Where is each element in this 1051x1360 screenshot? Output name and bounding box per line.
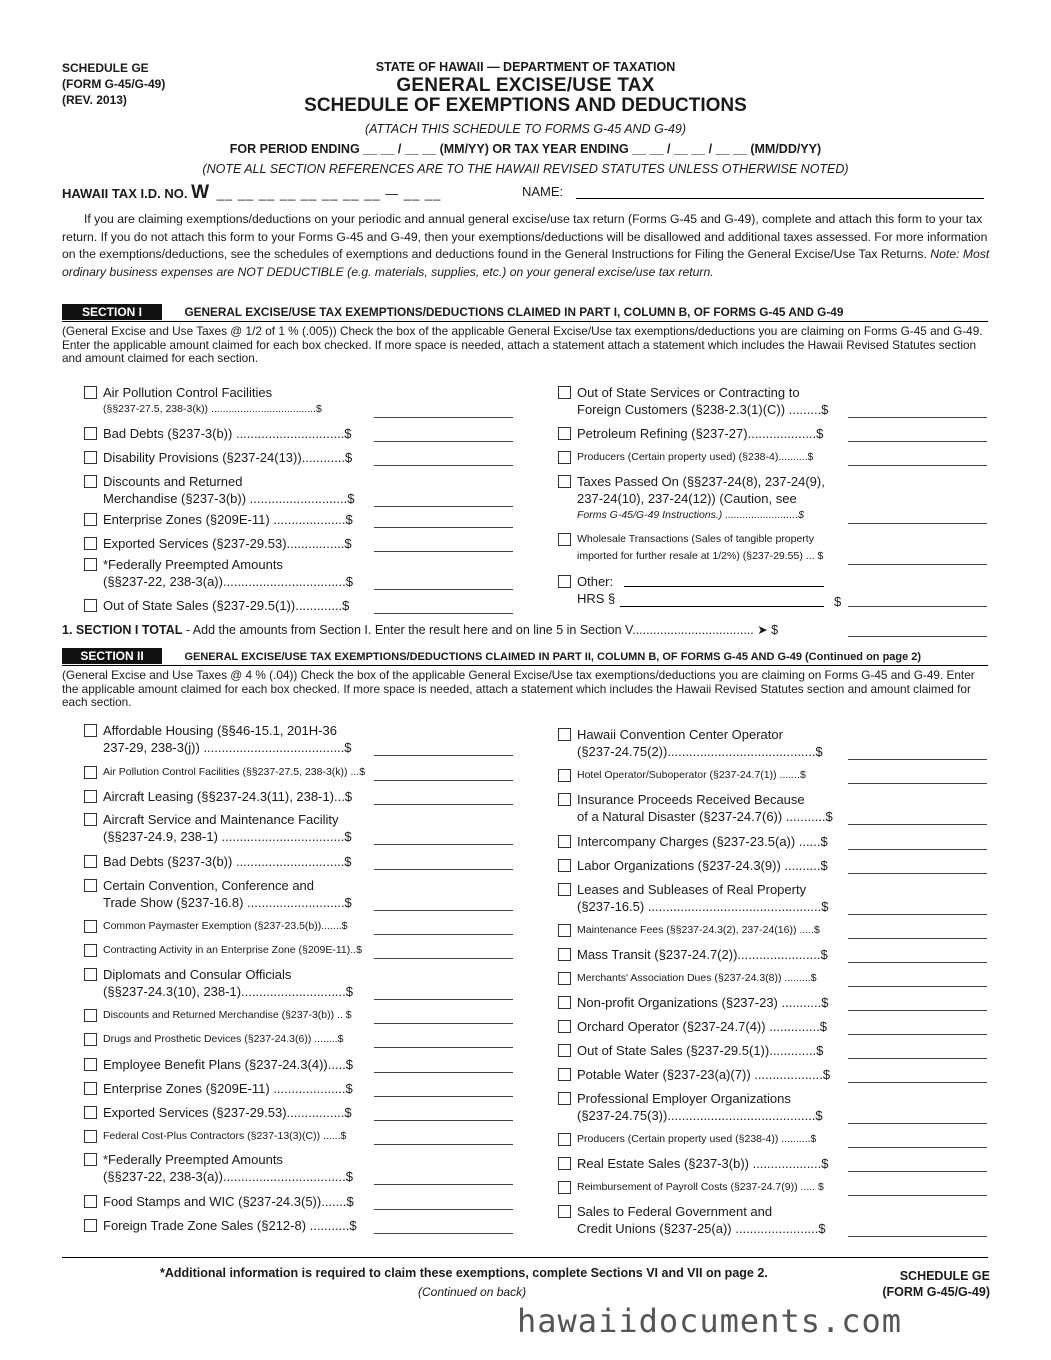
exemption-label: Disability Provisions (§237-24(13))............$ xyxy=(103,450,353,465)
amount-field[interactable] xyxy=(848,550,987,565)
tax-id-label: HAWAII TAX I.D. NO. xyxy=(62,186,188,201)
exemption-item xyxy=(103,1193,354,1210)
amount-field[interactable] xyxy=(848,1020,987,1035)
intro-paragraph xyxy=(62,211,990,281)
exemption-label: Out of State Sales (§237-29.5(1)).............$ xyxy=(577,1043,824,1058)
exemption-label: Insurance Proceeds Received Because xyxy=(577,792,805,807)
exemption-checkbox[interactable] xyxy=(558,859,571,872)
section-1-total xyxy=(62,622,778,637)
exemption-checkbox[interactable] xyxy=(558,1020,571,1033)
watermark: hawaiidocuments.com xyxy=(517,1302,903,1340)
exemption-checkbox[interactable] xyxy=(558,1181,571,1194)
exemption-label: (§§237-24.9, 238-1) ..................................$ xyxy=(103,829,352,844)
name-label: NAME: xyxy=(522,184,564,199)
section-note: (NOTE ALL SECTION REFERENCES ARE TO THE HAWAII REVISED STATUTES UNLESS OTHERWISE NOTED) xyxy=(202,162,849,176)
exemption-checkbox[interactable] xyxy=(84,1195,97,1208)
continued-note: (Continued on back) xyxy=(418,1285,527,1299)
exemption-checkbox[interactable] xyxy=(84,1009,97,1022)
exemption-checkbox[interactable] xyxy=(84,1033,97,1046)
amount-field[interactable] xyxy=(848,592,987,607)
exemption-label: Trade Show (§237-16.8) ...........................$ xyxy=(103,895,352,910)
exemption-label: Producers (Certain property used (§238-4)) ..........$ xyxy=(577,1133,817,1145)
exemption-item xyxy=(577,791,833,825)
amount-field[interactable] xyxy=(848,745,987,760)
exemption-item xyxy=(577,970,817,987)
exemption-checkbox[interactable] xyxy=(558,835,571,848)
exemption-checkbox[interactable] xyxy=(558,427,571,440)
amount-field[interactable] xyxy=(374,985,513,1000)
exemption-item xyxy=(577,994,828,1011)
amount-field[interactable] xyxy=(848,427,987,442)
amount-field[interactable] xyxy=(374,599,513,614)
exemption-checkbox[interactable] xyxy=(558,996,571,1009)
exemption-label: Taxes Passed On (§§237-24(8), 237-24(9), xyxy=(577,474,825,489)
exemption-label: Contracting Activity in an Enterprise Zone (§209E-11)..$ xyxy=(103,944,362,956)
exemption-item xyxy=(577,1203,826,1237)
exemption-checkbox[interactable] xyxy=(84,513,97,526)
footer-form-id-line: SCHEDULE GE xyxy=(899,1269,990,1283)
section-1-total-amount[interactable] xyxy=(848,622,987,637)
exemption-checkbox[interactable] xyxy=(84,855,97,868)
agency-name: STATE OF HAWAII — DEPARTMENT OF TAXATION xyxy=(375,60,676,74)
exemption-item xyxy=(103,384,322,418)
amount-field[interactable] xyxy=(848,859,987,874)
exemption-checkbox[interactable] xyxy=(558,883,571,896)
exemption-item xyxy=(103,853,352,870)
exemption-checkbox[interactable] xyxy=(84,1219,97,1232)
exemption-label: (§§237-27.5, 238-3(k)) ....................................$ xyxy=(103,403,322,415)
exemption-label: Maintenance Fees (§§237-24.3(2), 237-24(16)) .....$ xyxy=(577,924,820,936)
exemption-label: imported for further resale at 1/2%) (§237-29.55) ... $ xyxy=(577,550,824,562)
amount-field[interactable] xyxy=(848,810,987,825)
amount-field[interactable] xyxy=(374,1106,513,1121)
dollar-sign: $ xyxy=(834,594,842,609)
exemption-checkbox[interactable] xyxy=(558,1205,571,1218)
exemption-item xyxy=(103,918,348,935)
exemption-label: Air Pollution Control Facilities xyxy=(103,385,273,400)
amount-field[interactable] xyxy=(374,513,513,528)
footer-form-id-line: (FORM G-45/G-49) xyxy=(882,1285,990,1299)
exemption-label: Petroleum Refining (§237-27)...................$ xyxy=(577,426,824,441)
exemption-item xyxy=(577,425,823,442)
amount-field[interactable] xyxy=(374,1130,513,1145)
exemption-label: Common Paymaster Exemption (§237-23.5(b)).......$ xyxy=(103,920,348,932)
exemption-label: Out of State Sales (§237-29.5(1)).............$ xyxy=(103,598,350,613)
exemption-item xyxy=(103,722,352,756)
footer-form-id xyxy=(870,1268,990,1300)
amount-field[interactable] xyxy=(374,492,513,507)
exemption-item xyxy=(103,425,352,442)
exemption-label: Non-profit Organizations (§237-23) ...........$ xyxy=(577,995,829,1010)
exemption-item xyxy=(103,511,353,528)
exemption-label: Enterprise Zones (§209E-11) ....................$ xyxy=(103,1081,353,1096)
amount-field[interactable] xyxy=(374,427,513,442)
exemption-checkbox[interactable] xyxy=(558,1044,571,1057)
exemption-item xyxy=(103,1056,353,1073)
exemption-checkbox[interactable] xyxy=(84,599,97,612)
amount-field[interactable] xyxy=(374,575,513,590)
exemption-item xyxy=(577,726,823,760)
exemption-label: Out of State Services or Contracting to xyxy=(577,385,800,400)
amount-field[interactable] xyxy=(374,1033,513,1048)
exemption-item xyxy=(577,767,806,784)
exemption-label: Discounts and Returned Merchandise (§237-3(b)) .. $ xyxy=(103,1009,352,1021)
exemption-item xyxy=(103,1104,352,1121)
exemption-checkbox[interactable] xyxy=(558,533,571,546)
exemption-label: Mass Transit (§237-24.7(2)).......................$ xyxy=(577,947,828,962)
exemption-checkbox[interactable] xyxy=(84,1082,97,1095)
exemption-label: 237-29, 238-3(j)) .......................................$ xyxy=(103,740,352,755)
amount-field[interactable] xyxy=(374,944,513,959)
section-1-header xyxy=(62,303,988,322)
amount-field[interactable] xyxy=(374,537,513,552)
exemption-item xyxy=(577,946,828,963)
amount-field[interactable] xyxy=(848,835,987,850)
exemption-checkbox[interactable] xyxy=(558,793,571,806)
exemption-label: Exported Services (§237-29.53)................$ xyxy=(103,536,352,551)
additional-info-note: *Additional information is required to claim these exemptions, complete Sections VI and VII on page 2. xyxy=(160,1266,768,1280)
amount-field[interactable] xyxy=(374,896,513,911)
exemption-item xyxy=(103,1007,352,1024)
tax-id-blanks: __ __ __ __ __ __ __ __ — __ __ xyxy=(216,186,442,201)
exemption-label: (§237-24.75(3)).........................................$ xyxy=(577,1108,823,1123)
exemption-checkbox[interactable] xyxy=(558,769,571,782)
exemption-label: Discounts and Returned xyxy=(103,474,243,489)
amount-field[interactable] xyxy=(374,1170,513,1185)
amount-field[interactable] xyxy=(848,1109,987,1124)
tax-id-field[interactable] xyxy=(62,182,441,204)
exemption-item xyxy=(103,556,353,590)
exemption-label: Leases and Subleases of Real Property xyxy=(577,882,807,897)
period-ending: FOR PERIOD ENDING __ __ / __ __ (MM/YY) OR TAX YEAR ENDING __ __ / __ __ / __ __ (MM/DD/YY) xyxy=(229,142,822,156)
exemption-item xyxy=(577,881,828,915)
amount-field[interactable] xyxy=(374,1082,513,1097)
exemption-item xyxy=(103,473,354,507)
amount-field[interactable] xyxy=(374,1219,513,1234)
exemption-label: Intercompany Charges (§237-23.5(a)) ......$ xyxy=(577,834,828,849)
exemption-checkbox[interactable] xyxy=(84,920,97,933)
exemption-item xyxy=(577,1090,823,1124)
exemption-item xyxy=(103,942,362,959)
form-id-line: (FORM G-45/G-49) xyxy=(62,77,166,91)
exemption-checkbox[interactable] xyxy=(84,1106,97,1119)
exemption-item xyxy=(103,1031,343,1048)
exemption-checkbox[interactable] xyxy=(558,948,571,961)
form-id-line: (REV. 2013) xyxy=(62,93,127,107)
exemption-item xyxy=(103,535,352,552)
exemption-checkbox[interactable] xyxy=(84,790,97,803)
exemption-item xyxy=(577,1179,824,1196)
amount-field[interactable] xyxy=(374,1009,513,1024)
exemption-label: of a Natural Disaster (§237-24.7(6)) ...........$ xyxy=(577,809,833,824)
amount-field[interactable] xyxy=(848,769,987,784)
exemption-checkbox[interactable] xyxy=(84,766,97,779)
amount-field[interactable] xyxy=(848,451,987,466)
exemption-label: Forms G-45/G-49 Instructions.) .........................$ xyxy=(577,509,804,521)
total-instructions: - Add the amounts from Section I. Enter the result here and on line 5 in Section V................................... xyxy=(182,623,754,637)
exemption-label: Sales to Federal Government and xyxy=(577,1204,773,1219)
exemption-checkbox[interactable] xyxy=(84,879,97,892)
amount-field[interactable] xyxy=(848,403,987,418)
section-1-label: SECTION I xyxy=(62,304,162,320)
exemption-item xyxy=(577,833,828,850)
exemption-item xyxy=(103,877,352,911)
exemption-label: Reimbursement of Payroll Costs (§237-24.7(9)) ..... $ xyxy=(577,1181,824,1193)
exemption-item xyxy=(577,922,820,939)
exemption-item xyxy=(103,1217,357,1234)
amount-field[interactable] xyxy=(848,1133,987,1148)
exemption-checkbox[interactable] xyxy=(84,451,97,464)
exemption-label: Air Pollution Control Facilities (§§237-27.5, 238-3(k)) ...$ xyxy=(103,766,366,778)
exemption-label: *Federally Preempted Amounts xyxy=(103,557,283,572)
exemption-label: Enterprise Zones (§209E-11) ....................$ xyxy=(103,512,353,527)
exemption-item xyxy=(577,473,825,524)
exemption-item xyxy=(103,788,352,805)
amount-field[interactable] xyxy=(374,451,513,466)
exemption-item xyxy=(103,1151,353,1185)
exemption-checkbox[interactable] xyxy=(558,924,571,937)
exemption-checkbox[interactable] xyxy=(558,575,571,588)
exemption-checkbox[interactable] xyxy=(84,558,97,571)
section-1-title: GENERAL EXCISE/USE TAX EXEMPTIONS/DEDUCTIONS CLAIMED IN PART I, COLUMN B, OF FORMS G-45 AND G-49 xyxy=(184,305,844,319)
exemption-checkbox[interactable] xyxy=(558,386,571,399)
exemption-label: (§§237-22, 238-3(a))..................................$ xyxy=(103,574,353,589)
amount-field[interactable] xyxy=(848,972,987,987)
exemption-label: Bad Debts (§237-3(b)) ..............................$ xyxy=(103,426,352,441)
exemption-checkbox[interactable] xyxy=(558,728,571,741)
section-2-description: (General Excise and Use Taxes @ 4 % (.04)) Check the box of the applicable General Excise/Use tax exemptions/deductions you are claiming on Forms G-45 and G-49. Enter the applicable amount claimed for each box checked. If more space is needed, attach a statement which includes the Hawaii Revised Statutes section and amount claimed for each section. xyxy=(62,668,975,709)
exemption-checkbox[interactable] xyxy=(84,813,97,826)
exemption-label: Hotel Operator/Suboperator (§237-24.7(1)) .......$ xyxy=(577,769,806,781)
amount-field[interactable] xyxy=(374,766,513,781)
exemption-label: Foreign Trade Zone Sales (§212-8) ...........$ xyxy=(103,1218,357,1233)
exemption-label: Credit Unions (§237-25(a)) .......................$ xyxy=(577,1221,826,1236)
exemption-label: *Federally Preempted Amounts xyxy=(103,1152,283,1167)
section-2-label: SECTION II xyxy=(62,648,162,664)
exemption-item xyxy=(103,1080,353,1097)
exemption-label: Employee Benefit Plans (§237-24.3(4)).....$ xyxy=(103,1057,354,1072)
exemption-label: Producers (Certain property used) (§238-4)..........$ xyxy=(577,451,814,463)
amount-field[interactable] xyxy=(848,509,987,524)
section-1-description: (General Excise and Use Taxes @ 1/2 of 1 % (.005)) Check the box of the applicable General Excise/Use tax exemptions/deductions you are claiming on Forms G-45 and G-49. Enter the applicable amount claimed for each box checked. If more space is needed, attach a statement attach a statement which includes the Hawaii Revised Statutes section and amount claimed for each section. xyxy=(62,324,983,365)
exemption-item xyxy=(577,449,813,466)
exemption-label: Potable Water (§237-23(a)(7)) ...................$ xyxy=(577,1067,831,1082)
exemption-label: Merchants' Association Dues (§237-24.3(8)) .........$ xyxy=(577,972,817,984)
exemption-label: Aircraft Service and Maintenance Facility xyxy=(103,812,339,827)
exemption-checkbox[interactable] xyxy=(84,724,97,737)
exemption-item xyxy=(577,384,828,418)
name-field[interactable] xyxy=(576,198,984,199)
amount-field[interactable] xyxy=(848,1157,987,1172)
exemption-label: Foreign Customers (§238-2.3(1)(C)) .........$ xyxy=(577,402,829,417)
amount-field[interactable] xyxy=(374,741,513,756)
exemption-item xyxy=(103,966,353,1000)
exemption-label: Real Estate Sales (§237-3(b)) ...................$ xyxy=(577,1156,829,1171)
exemption-checkbox[interactable] xyxy=(558,451,571,464)
exemption-label: Exported Services (§237-29.53)................$ xyxy=(103,1105,352,1120)
exemption-label: (§§237-22, 238-3(a))..................................$ xyxy=(103,1169,353,1184)
exemption-label: Food Stamps and WIC (§237-24.3(5)).......$ xyxy=(103,1194,354,1209)
amount-field[interactable] xyxy=(374,1058,513,1073)
exemption-label: 237-24(10), 237-24(12)) (Caution, see xyxy=(577,491,797,506)
exemption-item xyxy=(577,573,615,607)
exemption-label: (§237-24.75(2)).........................................$ xyxy=(577,744,823,759)
exemption-item xyxy=(577,1018,827,1035)
amount-field[interactable] xyxy=(848,900,987,915)
exemption-item xyxy=(577,1066,830,1083)
other-description-field[interactable] xyxy=(624,586,824,587)
exemption-item xyxy=(577,1042,823,1059)
exemption-label: Certain Convention, Conference and xyxy=(103,878,315,893)
exemption-label: Federal Cost-Plus Contractors (§237-13(3)(C)) ......$ xyxy=(103,1130,347,1142)
exemption-label: Aircraft Leasing (§§237-24.3(11), 238-1)...$ xyxy=(103,789,353,804)
intro-note: Note: Most ordinary business expenses are NOT DEDUCTIBLE (e.g. materials, supplies, etc.) on your general excise/use tax return. xyxy=(62,247,990,279)
amount-field[interactable] xyxy=(848,996,987,1011)
amount-field[interactable] xyxy=(374,830,513,845)
total-label: 1. SECTION I TOTAL xyxy=(62,623,183,637)
exemption-label: Wholesale Transactions (Sales of tangible property xyxy=(577,533,814,545)
exemption-checkbox[interactable] xyxy=(84,944,97,957)
amount-field[interactable] xyxy=(848,1181,987,1196)
exemption-checkbox[interactable] xyxy=(558,1092,571,1105)
exemption-label: Merchandise (§237-3(b)) ...........................$ xyxy=(103,491,355,506)
section-2-title: GENERAL EXCISE/USE TAX EXEMPTIONS/DEDUCTIONS CLAIMED IN PART II, COLUMN B, OF FORMS G-45 AND G-49 (Continued on page 2) xyxy=(184,651,922,663)
exemption-checkbox[interactable] xyxy=(84,1153,97,1166)
exemption-label: Diplomats and Consular Officials xyxy=(103,967,292,982)
amount-field[interactable] xyxy=(374,1195,513,1210)
amount-field[interactable] xyxy=(848,1044,987,1059)
exemption-label: (§§237-24.3(10), 238-1).............................$ xyxy=(103,984,354,999)
exemption-item xyxy=(103,764,365,781)
exemption-label: Bad Debts (§237-3(b)) ..............................$ xyxy=(103,854,352,869)
exemption-label: Professional Employer Organizations xyxy=(577,1091,791,1106)
amount-field[interactable] xyxy=(374,403,513,418)
exemption-checkbox[interactable] xyxy=(558,1068,571,1081)
amount-field[interactable] xyxy=(848,1068,987,1083)
exemption-checkbox[interactable] xyxy=(84,537,97,550)
section-2-header xyxy=(62,647,988,666)
exemption-label: Other: xyxy=(577,574,614,589)
exemption-item xyxy=(103,811,352,845)
footer-divider xyxy=(62,1257,988,1258)
amount-field[interactable] xyxy=(374,855,513,870)
exemption-item xyxy=(577,531,823,565)
exemption-checkbox[interactable] xyxy=(84,1058,97,1071)
form-title: GENERAL EXCISE/USE TAX xyxy=(396,75,655,96)
total-arrow: ➤ $ xyxy=(757,623,779,637)
exemption-checkbox[interactable] xyxy=(84,386,97,399)
exemption-checkbox[interactable] xyxy=(558,1157,571,1170)
amount-field[interactable] xyxy=(374,790,513,805)
exemption-checkbox[interactable] xyxy=(558,972,571,985)
exemption-checkbox[interactable] xyxy=(84,475,97,488)
exemption-checkbox[interactable] xyxy=(84,1130,97,1143)
exemption-checkbox[interactable] xyxy=(558,1133,571,1146)
exemption-item xyxy=(577,1131,816,1148)
intro-text: If you are claiming exemptions/deductions on your periodic and annual general excise/use tax return (Forms G-45 and G-49), complete and attach this form to your tax return. If you do not attach this form to your Forms G-45 and G-49, then your exemptions/deductions will be disallowed and additional taxes assessed. For more information on the exemptions/deductions, see the schedules of exemptions and deductions found in the General Instructions for Filing the General Excise/Use Tax Returns. xyxy=(62,212,988,262)
exemption-checkbox[interactable] xyxy=(84,968,97,981)
exemption-label: Orchard Operator (§237-24.7(4)) ..............$ xyxy=(577,1019,827,1034)
exemption-item xyxy=(103,597,349,614)
form-id-line: SCHEDULE GE xyxy=(62,61,149,75)
tax-id-prefix: W xyxy=(191,182,209,203)
exemption-label: Affordable Housing (§§46-15.1, 201H-36 xyxy=(103,723,337,738)
exemption-label: Hawaii Convention Center Operator xyxy=(577,727,783,742)
other-hrs-field[interactable] xyxy=(620,606,824,607)
amount-field[interactable] xyxy=(848,1222,987,1237)
exemption-label: HRS § xyxy=(577,591,616,606)
amount-field[interactable] xyxy=(848,948,987,963)
exemption-item xyxy=(577,857,828,874)
amount-field[interactable] xyxy=(374,920,513,935)
attach-note: (ATTACH THIS SCHEDULE TO FORMS G-45 AND G-49) xyxy=(364,122,687,136)
exemption-item xyxy=(103,449,352,466)
exemption-item xyxy=(577,1155,828,1172)
exemption-label: Labor Organizations (§237-24.3(9)) ..........$ xyxy=(577,858,828,873)
exemption-checkbox[interactable] xyxy=(558,475,571,488)
exemption-label: Drugs and Prosthetic Devices (§237-24.3(6)) ........$ xyxy=(103,1033,344,1045)
exemption-checkbox[interactable] xyxy=(84,427,97,440)
form-subtitle: SCHEDULE OF EXEMPTIONS AND DEDUCTIONS xyxy=(304,95,747,116)
exemption-label: (§237-16.5) ................................................$ xyxy=(577,899,829,914)
amount-field[interactable] xyxy=(848,924,987,939)
exemption-item xyxy=(103,1128,346,1145)
